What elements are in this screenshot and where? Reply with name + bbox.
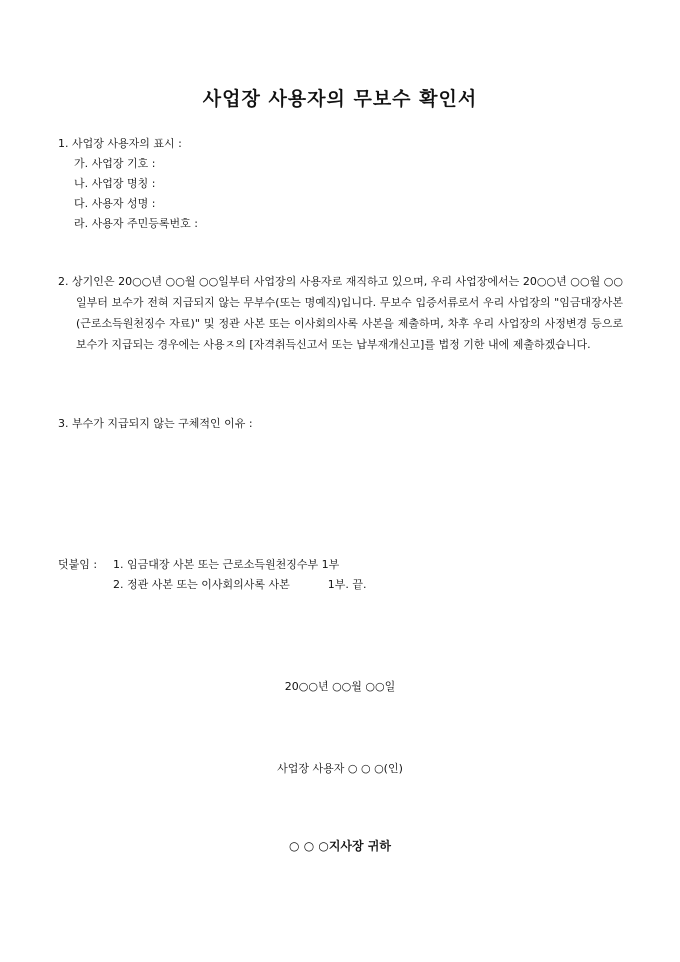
section1-heading: 1. 사업장 사용자의 표시 : <box>58 137 182 150</box>
field-employer-name: 다. 사용자 성명 : <box>74 197 156 210</box>
field-business-name: 나. 사업장 명칭 : <box>74 177 156 190</box>
employer-signature: 사업장 사용자 ○ ○ ○(인) <box>277 762 403 775</box>
field-business-code: 가. 사업장 기호 : <box>74 157 156 170</box>
attachments-label: 덧붙임 : <box>58 558 98 571</box>
section-confirmation-statement <box>58 271 623 355</box>
attachments <box>58 555 367 595</box>
attachment-item-2: 2. 정관 사본 또는 이사회의사록 사본 <box>113 578 290 591</box>
document-title: 사업장 사용자의 무보수 확인서 <box>202 88 478 110</box>
section-reason: 3. 부수가 지급되지 않는 구체적인 이유 : <box>58 417 253 430</box>
attachment-item-2-count: 1부. 끝. <box>327 578 367 591</box>
document-date: 20○○년 ○○월 ○○일 <box>284 680 396 693</box>
recipient: ○ ○ ○지사장 귀하 <box>289 839 391 853</box>
confirmation-paragraph: 2. 상기인은 20○○년 ○○월 ○○일부터 사업장의 사용자로 재직하고 있으며, 우리 사업장에서는 20○○년 ○○월 ○○일부터 보수가 전혀 지급되지 않는 무부수(또는 명예직)입니다. 무보수 입증서류로서 우리 사업장의 "임금대장사본(근로소득원천징수 자료)" 및 정관 사본 또는 이사회의사록 사본을 제출하며, 차후 우리 사업장의 사정변경 등으로 보수가 지급되는 경우에는 사용ㅈ의 [자격취득신고서 또는 납부재개신고]를 법정 기한 내에 제출하겠습니다. <box>58 275 623 351</box>
attachment-item-1: 1. 임금대장 사본 또는 근로소득원천징수부 1부 <box>113 558 340 571</box>
section-employer-info <box>58 134 198 234</box>
field-resident-number: 라. 사용자 주민등록번호 : <box>74 217 198 230</box>
